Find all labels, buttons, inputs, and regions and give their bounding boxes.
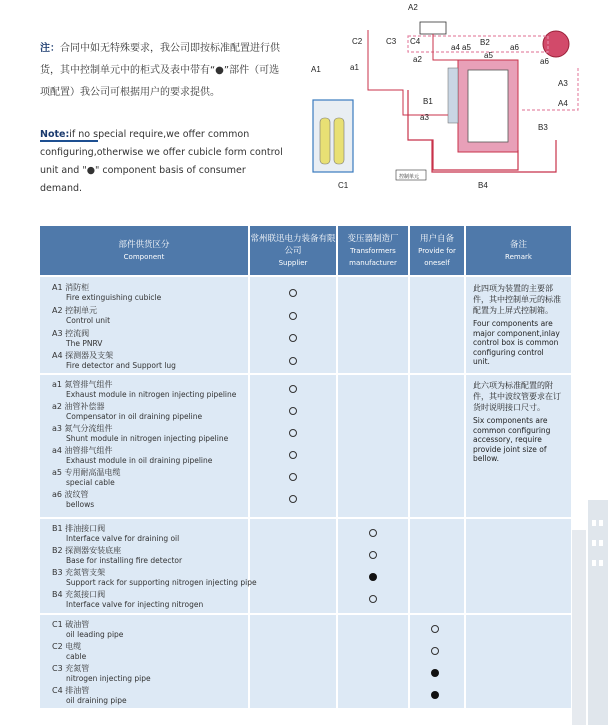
supplier-mark-a3-acc xyxy=(289,429,297,437)
note-en-text: if no special require,we offer common configuring,otherwise we offer cubicle form control unit and "●" component basis of consumer demand. xyxy=(40,129,283,194)
supplier-mark-a4-acc xyxy=(289,451,297,459)
list-item: B1 排油接口阀 Interface valve for draining oil xyxy=(52,524,180,543)
supplier-mark-a1 xyxy=(289,289,297,297)
list-item: a5 专用耐高温电缆 special cable xyxy=(52,468,121,487)
note-english xyxy=(40,126,285,198)
list-item: a4 油管排气组件 Exhaust module in oil draining pipeline xyxy=(52,446,213,465)
diagram-box-label: 控制单元 xyxy=(399,174,420,180)
header-provide: 用户自备 Provide for oneself xyxy=(410,226,464,275)
note-cn-text: 合同中如无特殊要求，我公司即按标准配置进行供货，其中控制单元中的柜式及表中带有“●”部件（可选项配置）我公司可根据用户的要求提供。 xyxy=(40,43,280,98)
conservator xyxy=(543,31,569,57)
background-building xyxy=(568,500,608,725)
list-item: B3 充氮管支架 Support rack for supporting nitrogen injecting pipe xyxy=(52,568,257,587)
list-item: C2 电缆 cable xyxy=(52,642,87,661)
note-en-label: Note: xyxy=(40,129,70,140)
note-cn-label: 注： xyxy=(40,43,60,54)
manufacturer-mark-b3 xyxy=(369,573,377,581)
control-unit-box xyxy=(420,22,446,34)
list-item: a6 波纹管 bellows xyxy=(52,490,95,509)
group-b-manufacturer xyxy=(40,519,571,613)
top-pipe-frame xyxy=(408,36,548,52)
diagram-label-a6: a6 xyxy=(510,43,519,52)
group-c-user xyxy=(40,615,571,708)
list-item: a2 油管补偿器 Compensator in oil draining pipeline xyxy=(52,402,203,421)
diagram-label-a5: a5 xyxy=(462,43,471,52)
diagram-label-a1: A1 xyxy=(311,65,321,74)
component-table xyxy=(40,226,571,716)
supplier-mark-a3 xyxy=(289,334,297,342)
user-mark-c1 xyxy=(431,625,439,633)
list-item: A2 控制单元 Control unit xyxy=(52,306,111,325)
supplier-mark-a2 xyxy=(289,312,297,320)
user-mark-c3 xyxy=(431,669,439,677)
diagram-label-c2: C2 xyxy=(352,37,363,46)
diagram-label-a4: A4 xyxy=(558,99,568,108)
group-a-accessory xyxy=(40,375,571,517)
manufacturer-mark-b4 xyxy=(369,595,377,603)
header-supplier: 常州联迅电力装备有限公司 Supplier xyxy=(250,226,336,275)
diagram-label-a3: A3 xyxy=(558,79,568,88)
supplier-mark-a1-acc xyxy=(289,385,297,393)
header-component: 部件供货区分 Component xyxy=(40,226,248,275)
diagram-label-a4-top: a4 xyxy=(451,43,460,52)
group-a-major xyxy=(40,277,571,373)
list-item: B2 探测器安装底座 Base for installing fire detector xyxy=(52,546,183,565)
diagram-label-c4: C4 xyxy=(410,37,421,46)
list-item: A1 消防柜 Fire extinguishing cubicle xyxy=(52,283,162,302)
note-rule xyxy=(40,140,98,142)
manufacturer-mark-b1 xyxy=(369,529,377,537)
manufacturer-mark-b2 xyxy=(369,551,377,559)
radiator-left xyxy=(448,68,458,123)
user-mark-c2 xyxy=(431,647,439,655)
header-remark: 备注 Remark xyxy=(466,226,571,275)
fire-cubicle xyxy=(313,100,353,172)
diagram-label-b2: B2 xyxy=(480,38,490,47)
diagram-label-a1-lower: a1 xyxy=(350,63,359,72)
diagram-label-a2: A2 xyxy=(408,3,418,12)
header-manufacturer: 变压器制造厂 Transformers manufacturer xyxy=(338,226,408,275)
list-item: B4 充氮接口阀 Interface valve for injecting nitrogen xyxy=(52,590,204,609)
list-item: a1 氮管排气组件 Exhaust module in nitrogen injecting pipeline xyxy=(52,380,237,399)
nitrogen-cylinder-2 xyxy=(334,118,344,164)
supplier-mark-a4 xyxy=(289,357,297,365)
supplier-mark-a2-acc xyxy=(289,407,297,415)
user-mark-c4 xyxy=(431,691,439,699)
remark-group-b: 此六项为标准配置的附件，其中波纹管要求在订货时说明接口尺寸。 Six components are common configuring accessory, require provide joint size of bellow. xyxy=(473,381,561,463)
diagram-label-a6-b: a6 xyxy=(540,57,549,66)
nitrogen-cylinder-1 xyxy=(320,118,330,164)
remark-group-a: 此四项为装置的主要部件，其中控制单元的标准配置为上屏式控制箱。 Four components are major component,inlay control box is common configuring control unit. xyxy=(473,284,561,366)
diagram-label-b1: B1 xyxy=(423,97,433,106)
diagram-label-a3-lower: a3 xyxy=(420,113,429,122)
diagram-label-c1: C1 xyxy=(338,181,349,190)
supplier-mark-a5-acc xyxy=(289,473,297,481)
transformer-core xyxy=(468,70,508,142)
list-item: A3 控流阀 The PNRV xyxy=(52,329,103,348)
note-chinese xyxy=(40,38,285,104)
system-diagram xyxy=(308,0,598,200)
list-item: C3 充氮管 nitrogen injecting pipe xyxy=(52,664,151,683)
diagram-label-b3: B3 xyxy=(538,123,548,132)
diagram-label-a5-b: a5 xyxy=(484,51,493,60)
list-item: C4 排油管 oil draining pipe xyxy=(52,686,127,705)
supplier-mark-a6-acc xyxy=(289,495,297,503)
diagram-label-c3: C3 xyxy=(386,37,397,46)
list-item: a3 氮气分流组件 Shunt module in nitrogen injecting pipeline xyxy=(52,424,229,443)
diagram-label-a2-lower: a2 xyxy=(413,55,422,64)
right-pipe xyxy=(522,66,578,110)
list-item: A4 探测器及支架 Fire detector and Support lug xyxy=(52,351,176,370)
list-item: C1 破油管 oil leading pipe xyxy=(52,620,124,639)
diagram-label-b4: B4 xyxy=(478,181,488,190)
